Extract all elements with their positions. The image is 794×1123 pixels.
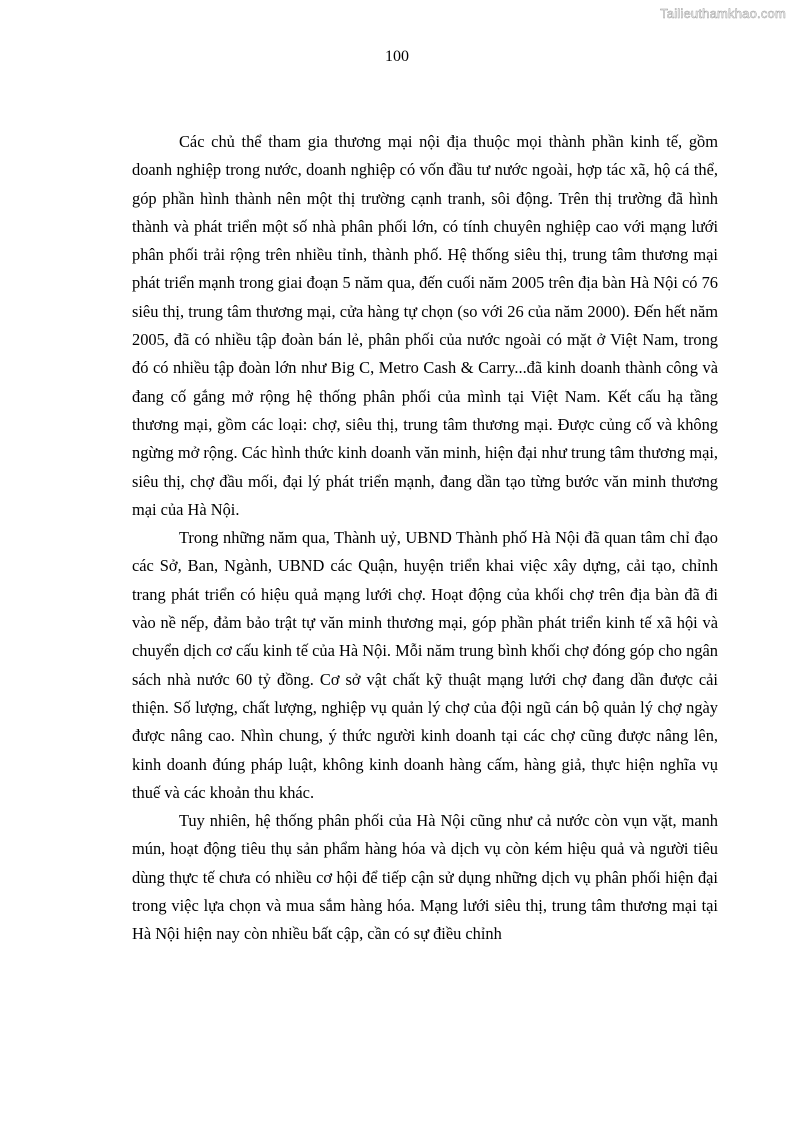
watermark: Tailieuthamkhao.com: [660, 6, 786, 21]
paragraph-2: Trong những năm qua, Thành uỷ, UBND Thành phố Hà Nội đã quan tâm chỉ đạo các Sở, Ban, Ngành, UBND các Quận, huyện triển khai việc xây dựng, cải tạo, chỉnh trang phát triển có hiệu quả mạng lưới chợ. Hoạt động của khối chợ trên địa bàn đã đi vào nề nếp, đảm bảo trật tự văn minh thương mại, góp phần phát triển kinh tế xã hội và chuyển dịch cơ cấu kinh tế của Hà Nội. Mỗi năm trung bình khối chợ đóng góp cho ngân sách nhà nước 60 tỷ đồng. Cơ sở vật chất kỹ thuật mạng lưới chợ đang dần được cải thiện. Số lượng, chất lượng, nghiệp vụ quản lý chợ của đội ngũ cán bộ quản lý chợ ngày được nâng cao. Nhìn chung, ý thức người kinh doanh tại các chợ cũng được nâng lên, kinh doanh đúng pháp luật, không kinh doanh hàng cấm, hàng giả, thực hiện nghĩa vụ thuế và các khoản thu khác.: [132, 528, 718, 802]
page-number: 100: [385, 48, 409, 65]
paragraph-1: Các chủ thể tham gia thương mại nội địa thuộc mọi thành phần kinh tế, gồm doanh nghiệp trong nước, doanh nghiệp có vốn đầu tư nước ngoài, hợp tác xã, hộ cá thể, góp phần hình thành nên một thị trường cạnh tranh, sôi động. Trên thị trường đã hình thành và phát triển một số nhà phân phối lớn, có tính chuyên nghiệp cao với mạng lưới phân phối trải rộng trên nhiều tỉnh, thành phố. Hệ thống siêu thị, trung tâm thương mại phát triển mạnh trong giai đoạn 5 năm qua, đến cuối năm 2005 trên địa bàn Hà Nội có 76 siêu thị, trung tâm thương mại, cửa hàng tự chọn (so với 26 của năm 2000). Đến hết năm 2005, đã có nhiều tập đoàn bán lẻ, phân phối của nước ngoài có mặt ở Việt Nam, trong đó có nhiều tập đoàn lớn như Big C, Metro Cash & Carry...đã kinh doanh thành công và đang cố gắng mở rộng hệ thống phân phối của mình tại Việt Nam. Kết cấu hạ tầng thương mại, gồm các loại: chợ, siêu thị, trung tâm thương mại. Được củng cố và không ngừng mở rộng. Các hình thức kinh doanh văn minh, hiện đại như trung tâm thương mại, siêu thị, chợ đầu mối, đại lý phát triển mạnh, đang dần tạo từng bước văn minh thương mại của Hà Nội.: [132, 132, 718, 519]
body-text: [132, 128, 718, 949]
paragraph-3: Tuy nhiên, hệ thống phân phối của Hà Nội cũng như cả nước còn vụn vặt, manh mún, hoạt động tiêu thụ sản phẩm hàng hóa và dịch vụ còn kém hiệu quả và người tiêu dùng thực tế chưa có nhiều cơ hội để tiếp cận sử dụng những dịch vụ phân phối hiện đại trong việc lựa chọn và mua sắm hàng hóa. Mạng lưới siêu thị, trung tâm thương mại tại Hà Nội hiện nay còn nhiều bất cập, cần có sự điều chỉnh: [132, 811, 718, 944]
